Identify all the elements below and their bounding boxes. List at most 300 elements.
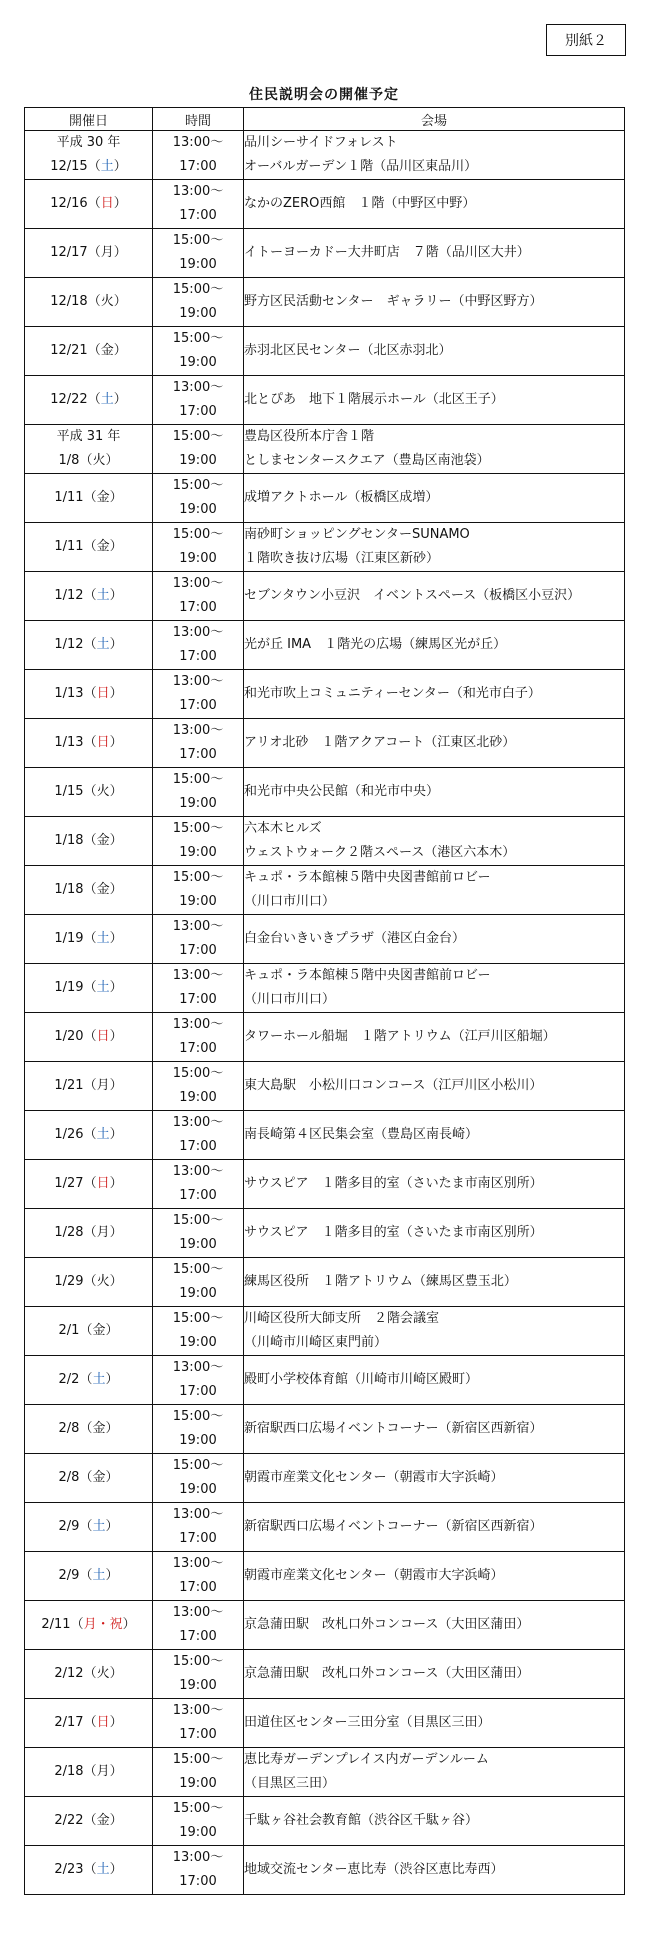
date-line: 1/13（日） <box>54 686 123 701</box>
date-value: 1/26 <box>54 1127 84 1142</box>
time-cell <box>153 1552 244 1601</box>
venue-line: 京急蒲田駅 改札口外コンコース（大田区蒲田） <box>244 1617 530 1632</box>
time-start: 15:00～ <box>172 1066 224 1081</box>
day-of-week: 火 <box>92 453 106 468</box>
date-line: 1/21（月） <box>54 1078 123 1093</box>
table-row <box>25 327 625 376</box>
date-value: 12/18 <box>50 294 88 309</box>
day-of-week: 土 <box>96 588 110 603</box>
time-start: 15:00～ <box>172 1409 224 1424</box>
time-end: 17:00 <box>179 404 217 419</box>
day-of-week: 金 <box>100 343 114 358</box>
time-cell <box>153 719 244 768</box>
time-cell <box>153 1601 244 1650</box>
table-row <box>25 1699 625 1748</box>
venue-line: ウェストウォーク２階スペース（港区六本木） <box>244 845 516 860</box>
date-value: 12/17 <box>50 245 88 260</box>
header-date: 開催日 <box>25 108 153 131</box>
time-cell <box>153 229 244 278</box>
date-value: 2/2 <box>58 1372 80 1387</box>
venue-cell <box>244 1748 625 1797</box>
time-cell <box>153 278 244 327</box>
table-row <box>25 1405 625 1454</box>
date-cell <box>25 1013 153 1062</box>
date-cell <box>25 1748 153 1797</box>
venue-line: としまセンタースクエア（豊島区南池袋） <box>244 453 490 468</box>
time-end: 17:00 <box>179 1531 217 1546</box>
date-value: 1/13 <box>54 686 84 701</box>
time-cell <box>153 1846 244 1895</box>
venue-cell <box>244 866 625 915</box>
venue-cell <box>244 964 625 1013</box>
time-end: 19:00 <box>179 894 217 909</box>
day-of-week: 土 <box>92 1372 106 1387</box>
day-of-week: 日 <box>100 196 114 211</box>
date-value: 1/29 <box>54 1274 84 1289</box>
time-cell <box>153 817 244 866</box>
day-of-week: 火 <box>96 1274 110 1289</box>
venue-line: 新宿駅西口広場イベントコーナー（新宿区西新宿） <box>244 1519 543 1534</box>
day-of-week: 火 <box>96 784 110 799</box>
time-end: 17:00 <box>179 1139 217 1154</box>
venue-cell <box>244 1552 625 1601</box>
time-cell <box>153 1454 244 1503</box>
venue-line: 東大島駅 小松川口コンコース（江戸川区小松川） <box>244 1078 543 1093</box>
time-cell <box>153 1307 244 1356</box>
time-start: 13:00～ <box>172 968 224 983</box>
venue-line: イトーヨーカドー大井町店 ７階（品川区大井） <box>244 245 530 260</box>
time-end: 17:00 <box>179 1041 217 1056</box>
time-cell <box>153 1356 244 1405</box>
time-cell <box>153 1013 244 1062</box>
time-end: 19:00 <box>179 551 217 566</box>
time-start: 13:00～ <box>172 184 224 199</box>
time-start: 13:00～ <box>172 1507 224 1522</box>
date-line: 1/19（土） <box>54 931 123 946</box>
date-value: 2/11 <box>41 1617 71 1632</box>
table-row <box>25 1601 625 1650</box>
day-of-week: 火 <box>100 294 114 309</box>
table-row <box>25 1160 625 1209</box>
date-value: 2/9 <box>58 1519 80 1534</box>
time-start: 15:00～ <box>172 870 224 885</box>
date-cell <box>25 327 153 376</box>
venue-line: 地域交流センター恵比寿（渋谷区恵比寿西） <box>244 1862 504 1877</box>
time-end: 19:00 <box>179 306 217 321</box>
venue-line: 南長崎第４区民集会室（豊島区南長崎） <box>244 1127 479 1142</box>
date-cell <box>25 1846 153 1895</box>
date-value: 1/28 <box>54 1225 84 1240</box>
time-start: 13:00～ <box>172 135 224 150</box>
table-header-row <box>25 108 625 131</box>
date-cell <box>25 915 153 964</box>
date-line: 1/13（日） <box>54 735 123 750</box>
venue-line: （川口市川口） <box>244 894 336 909</box>
time-start: 15:00～ <box>172 821 224 836</box>
day-of-week: 土 <box>96 931 110 946</box>
table-row <box>25 1552 625 1601</box>
date-value: 2/18 <box>54 1764 84 1779</box>
date-cell <box>25 1699 153 1748</box>
time-start: 13:00～ <box>172 674 224 689</box>
venue-cell <box>244 1503 625 1552</box>
venue-line: （目黒区三田） <box>244 1776 336 1791</box>
venue-cell <box>244 523 625 572</box>
venue-cell <box>244 1013 625 1062</box>
table-row <box>25 180 625 229</box>
venue-cell <box>244 1160 625 1209</box>
time-end: 19:00 <box>179 796 217 811</box>
time-cell <box>153 572 244 621</box>
table-row <box>25 131 625 180</box>
venue-line: 赤羽北区民センター（北区赤羽北） <box>244 343 452 358</box>
schedule-rows <box>25 131 625 1895</box>
date-value: 1/19 <box>54 931 84 946</box>
venue-cell <box>244 768 625 817</box>
venue-cell <box>244 327 625 376</box>
date-value: 12/16 <box>50 196 88 211</box>
date-cell <box>25 523 153 572</box>
date-line: 2/12（火） <box>54 1666 123 1681</box>
venue-line: 和光市中央公民館（和光市中央） <box>244 784 440 799</box>
date-cell <box>25 866 153 915</box>
day-of-week: 月 <box>96 1764 110 1779</box>
date-line: 12/21（金） <box>50 343 127 358</box>
header-venue: 会場 <box>244 108 625 131</box>
date-cell <box>25 1258 153 1307</box>
time-start: 13:00～ <box>172 1164 224 1179</box>
day-of-week: 金 <box>96 539 110 554</box>
date-line: 1/20（日） <box>54 1029 123 1044</box>
time-start: 13:00～ <box>172 1360 224 1375</box>
venue-line: 京急蒲田駅 改札口外コンコース（大田区蒲田） <box>244 1666 530 1681</box>
attachment-label: 別紙２ <box>546 24 626 56</box>
date-cell <box>25 1307 153 1356</box>
date-value: 2/9 <box>58 1568 80 1583</box>
table-row <box>25 425 625 474</box>
table-row <box>25 1111 625 1160</box>
venue-line: サウスピア １階多目的室（さいたま市南区別所） <box>244 1176 543 1191</box>
venue-cell <box>244 1650 625 1699</box>
venue-cell <box>244 1307 625 1356</box>
date-cell <box>25 1454 153 1503</box>
date-line: 12/15（土） <box>50 159 127 174</box>
venue-cell <box>244 278 625 327</box>
time-cell <box>153 1748 244 1797</box>
venue-cell <box>244 572 625 621</box>
venue-line: タワーホール船堀 １階アトリウム（江戸川区船堀） <box>244 1029 556 1044</box>
venue-cell <box>244 180 625 229</box>
table-row <box>25 1846 625 1895</box>
venue-cell <box>244 229 625 278</box>
venue-line: 川崎区役所大師支所 ２階会議室 <box>244 1311 440 1326</box>
time-end: 19:00 <box>179 257 217 272</box>
date-value: 2/23 <box>54 1862 84 1877</box>
day-of-week: 金 <box>92 1421 106 1436</box>
date-value: 2/1 <box>58 1323 80 1338</box>
day-of-week: 土 <box>96 637 110 652</box>
table-row <box>25 670 625 719</box>
day-of-week: 日 <box>96 735 110 750</box>
table-row <box>25 768 625 817</box>
day-of-week: 日 <box>96 1029 110 1044</box>
date-line: 1/29（火） <box>54 1274 123 1289</box>
date-line: 2/1（金） <box>58 1323 119 1338</box>
venue-line: 練馬区役所 １階アトリウム（練馬区豊玉北） <box>244 1274 517 1289</box>
venue-line: 豊島区役所本庁舎１階 <box>244 429 375 444</box>
date-cell <box>25 425 153 474</box>
table-row <box>25 866 625 915</box>
time-start: 15:00～ <box>172 772 224 787</box>
time-start: 13:00～ <box>172 1850 224 1865</box>
venue-cell <box>244 474 625 523</box>
date-cell <box>25 1552 153 1601</box>
time-start: 13:00～ <box>172 919 224 934</box>
date-value: 1/12 <box>54 637 84 652</box>
venue-line: １階吹き抜け広場（江東区新砂） <box>244 551 440 566</box>
date-cell <box>25 1062 153 1111</box>
venue-line: 新宿駅西口広場イベントコーナー（新宿区西新宿） <box>244 1421 543 1436</box>
date-cell <box>25 1405 153 1454</box>
day-of-week: 日 <box>96 1715 110 1730</box>
date-value: 12/15 <box>50 159 88 174</box>
time-end: 17:00 <box>179 208 217 223</box>
time-end: 19:00 <box>179 845 217 860</box>
time-start: 15:00～ <box>172 1213 224 1228</box>
date-value: 1/19 <box>54 980 84 995</box>
date-value: 2/17 <box>54 1715 84 1730</box>
day-of-week: 土 <box>96 980 110 995</box>
table-row <box>25 1307 625 1356</box>
document-title: 住民説明会の開催予定 <box>249 87 399 103</box>
date-value: 1/15 <box>54 784 84 799</box>
time-start: 13:00～ <box>172 625 224 640</box>
date-line: 2/9（土） <box>58 1519 119 1534</box>
date-line: 1/27（日） <box>54 1176 123 1191</box>
date-cell <box>25 229 153 278</box>
date-line: 2/2（土） <box>58 1372 119 1387</box>
date-cell <box>25 572 153 621</box>
time-start: 15:00～ <box>172 1458 224 1473</box>
time-cell <box>153 1503 244 1552</box>
time-end: 19:00 <box>179 453 217 468</box>
date-value: 1/13 <box>54 735 84 750</box>
table-row <box>25 1650 625 1699</box>
time-end: 19:00 <box>179 1090 217 1105</box>
venue-line: 光が丘 IMA １階光の広場（練馬区光が丘） <box>244 637 507 652</box>
venue-line: 白金台いきいきプラザ（港区白金台） <box>244 931 466 946</box>
date-line: 2/8（金） <box>58 1421 119 1436</box>
time-start: 15:00～ <box>172 478 224 493</box>
venue-line: 千駄ヶ谷社会教育館（渋谷区千駄ヶ谷） <box>244 1813 479 1828</box>
date-value: 12/21 <box>50 343 88 358</box>
date-cell <box>25 1503 153 1552</box>
time-end: 19:00 <box>179 1776 217 1791</box>
venue-cell <box>244 1601 625 1650</box>
date-line: 2/9（土） <box>58 1568 119 1583</box>
date-value: 1/18 <box>54 882 84 897</box>
time-end: 19:00 <box>179 1433 217 1448</box>
venue-cell <box>244 1356 625 1405</box>
venue-line: 朝霞市産業文化センター（朝霞市大字浜崎） <box>244 1470 504 1485</box>
table-row <box>25 572 625 621</box>
date-line: 1/18（金） <box>54 882 123 897</box>
venue-cell <box>244 1258 625 1307</box>
date-cell <box>25 180 153 229</box>
table-row <box>25 915 625 964</box>
time-cell <box>153 1650 244 1699</box>
date-cell <box>25 768 153 817</box>
time-cell <box>153 1160 244 1209</box>
venue-cell <box>244 1405 625 1454</box>
time-cell <box>153 1405 244 1454</box>
venue-line: キュポ・ラ本館棟５階中央図書館前ロビー <box>244 870 491 885</box>
time-start: 13:00～ <box>172 576 224 591</box>
day-of-week: 月 <box>100 245 114 260</box>
date-line: 12/18（火） <box>50 294 127 309</box>
time-start: 13:00～ <box>172 1556 224 1571</box>
venue-line: （川崎市川崎区東門前） <box>244 1335 388 1350</box>
venue-line: 和光市吹上コミュニティーセンター（和光市白子） <box>244 686 541 701</box>
date-line: 2/17（日） <box>54 1715 123 1730</box>
time-end: 17:00 <box>179 1874 217 1889</box>
time-cell <box>153 1699 244 1748</box>
schedule-table <box>24 107 625 1895</box>
time-cell <box>153 523 244 572</box>
date-cell <box>25 1797 153 1846</box>
venue-line: 田道住区センター三田分室（目黒区三田） <box>244 1715 491 1730</box>
time-end: 19:00 <box>179 1678 217 1693</box>
time-start: 13:00～ <box>172 1703 224 1718</box>
table-row <box>25 1454 625 1503</box>
table-row <box>25 229 625 278</box>
date-value: 1/27 <box>54 1176 84 1191</box>
time-end: 17:00 <box>179 1629 217 1644</box>
time-cell <box>153 131 244 180</box>
time-cell <box>153 1209 244 1258</box>
venue-line: セブンタウン小豆沢 イベントスペース（板橋区小豆沢） <box>244 588 581 603</box>
date-cell <box>25 817 153 866</box>
time-end: 17:00 <box>179 943 217 958</box>
venue-line: 成増アクトホール（板橋区成増） <box>244 490 439 505</box>
venue-cell <box>244 1454 625 1503</box>
time-start: 15:00～ <box>172 1801 224 1816</box>
time-cell <box>153 768 244 817</box>
date-line: 2/11（月・祝） <box>41 1617 136 1632</box>
day-of-week: 金 <box>92 1323 106 1338</box>
venue-cell <box>244 1699 625 1748</box>
time-end: 17:00 <box>179 1188 217 1203</box>
table-row <box>25 474 625 523</box>
day-of-week: 土 <box>100 159 114 174</box>
time-cell <box>153 964 244 1013</box>
venue-line: （川口市川口） <box>244 992 336 1007</box>
venue-line: オーバルガーデン１階（品川区東品川） <box>244 159 478 174</box>
time-end: 17:00 <box>179 698 217 713</box>
table-row <box>25 621 625 670</box>
time-cell <box>153 1111 244 1160</box>
date-value: 2/22 <box>54 1813 84 1828</box>
date-cell <box>25 1111 153 1160</box>
date-cell <box>25 1601 153 1650</box>
time-end: 17:00 <box>179 649 217 664</box>
day-of-week: 金 <box>92 1470 106 1485</box>
day-of-week: 日 <box>96 686 110 701</box>
venue-cell <box>244 131 625 180</box>
date-line: 1/11（金） <box>54 490 123 505</box>
time-cell <box>153 327 244 376</box>
date-line: 1/12（土） <box>54 588 123 603</box>
date-line: 12/16（日） <box>50 196 127 211</box>
venue-line: 恵比寿ガーデンプレイス内ガーデンルーム <box>244 1752 489 1767</box>
date-value: 1/21 <box>54 1078 84 1093</box>
date-value: 1/18 <box>54 833 84 848</box>
date-cell <box>25 670 153 719</box>
time-end: 19:00 <box>179 355 217 370</box>
venue-cell <box>244 817 625 866</box>
time-start: 15:00～ <box>172 1311 224 1326</box>
date-line: 1/8（火） <box>58 453 119 468</box>
date-value: 2/8 <box>58 1470 80 1485</box>
date-cell <box>25 474 153 523</box>
time-end: 19:00 <box>179 502 217 517</box>
table-row <box>25 1748 625 1797</box>
date-cell <box>25 621 153 670</box>
time-end: 17:00 <box>179 159 217 174</box>
time-start: 15:00～ <box>172 527 224 542</box>
time-start: 15:00～ <box>172 1752 224 1767</box>
time-cell <box>153 1258 244 1307</box>
time-start: 13:00～ <box>172 723 224 738</box>
venue-line: 野方区民活動センター ギャラリー（中野区野方） <box>244 294 543 309</box>
date-value: 1/12 <box>54 588 84 603</box>
table-row <box>25 278 625 327</box>
table-row <box>25 964 625 1013</box>
day-of-week: 土 <box>92 1568 106 1583</box>
date-value: 2/8 <box>58 1421 80 1436</box>
time-start: 15:00～ <box>172 1654 224 1669</box>
day-of-week: 土 <box>100 392 114 407</box>
time-start: 13:00～ <box>172 1605 224 1620</box>
time-start: 15:00～ <box>172 282 224 297</box>
date-value: 1/8 <box>58 453 80 468</box>
date-line: 12/22（土） <box>50 392 127 407</box>
table-row <box>25 1797 625 1846</box>
date-value: 1/11 <box>54 539 84 554</box>
venue-cell <box>244 1797 625 1846</box>
venue-line: 北とぴあ 地下１階展示ホール（北区王子） <box>244 392 504 407</box>
time-end: 17:00 <box>179 1580 217 1595</box>
day-of-week: 月・祝 <box>83 1617 123 1632</box>
table-row <box>25 1356 625 1405</box>
date-line: 1/18（金） <box>54 833 123 848</box>
date-line: 2/22（金） <box>54 1813 123 1828</box>
date-line: 1/19（土） <box>54 980 123 995</box>
day-of-week: 月 <box>96 1078 110 1093</box>
date-line: 12/17（月） <box>50 245 127 260</box>
venue-line: 朝霞市産業文化センター（朝霞市大字浜崎） <box>244 1568 504 1583</box>
time-end: 17:00 <box>179 747 217 762</box>
venue-line: サウスピア １階多目的室（さいたま市南区別所） <box>244 1225 543 1240</box>
date-value: 1/20 <box>54 1029 84 1044</box>
time-start: 15:00～ <box>172 233 224 248</box>
date-cell <box>25 719 153 768</box>
date-value: 2/12 <box>54 1666 84 1681</box>
time-cell <box>153 376 244 425</box>
venue-cell <box>244 915 625 964</box>
date-line: 2/23（土） <box>54 1862 123 1877</box>
date-line: 2/8（金） <box>58 1470 119 1485</box>
